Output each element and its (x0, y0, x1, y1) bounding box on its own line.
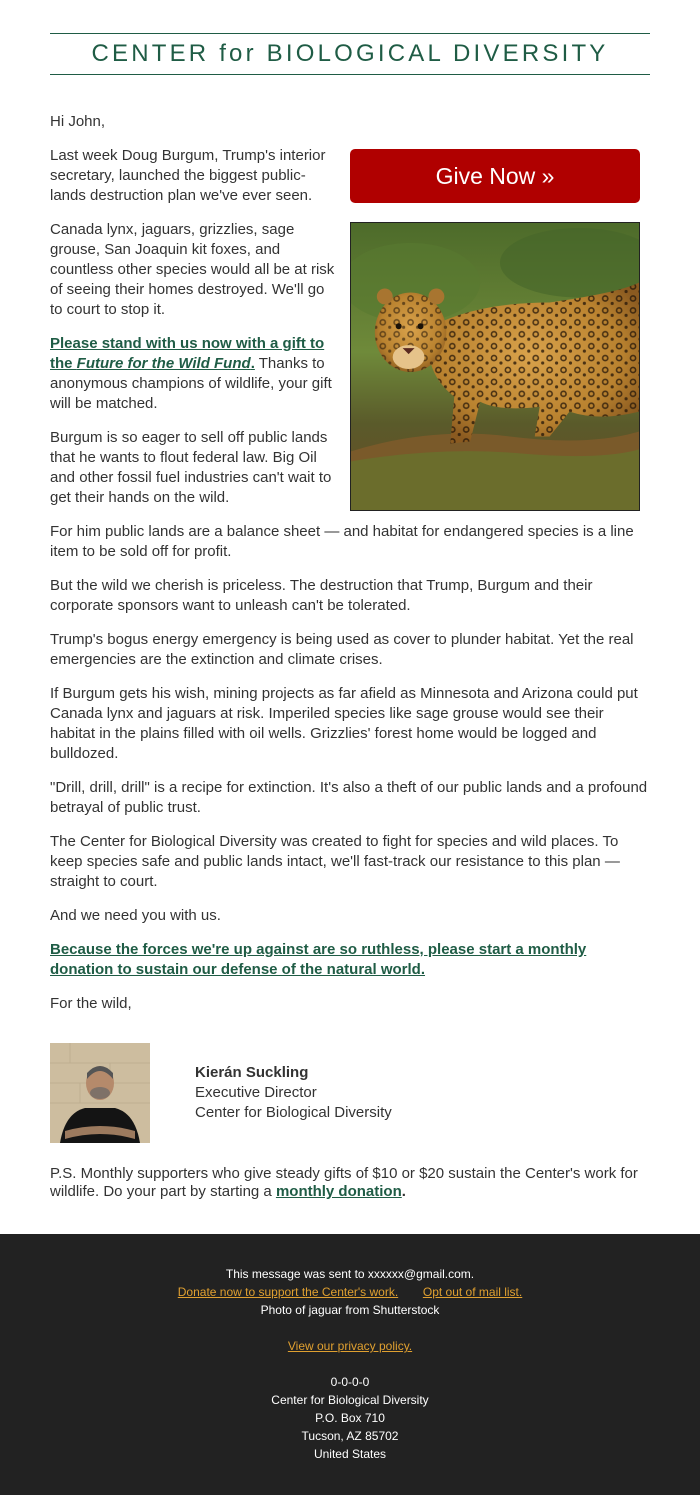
footer-po-box: P.O. Box 710 (315, 1411, 385, 1425)
paragraph-11: And we need you with us. (50, 907, 221, 924)
paragraph-9: "Drill, drill, drill" is a recipe for extinction. It's also a theft of our public lands and a profound betrayal of public trust. (50, 779, 648, 816)
greeting: Hi John, (50, 113, 106, 130)
ps-monthly-donation-link[interactable]: monthly donation (275, 1183, 402, 1200)
paragraph-7: Trump's bogus energy emergency is being used as cover to plunder habitat. Yet the real emergencies are the extinction and climate crises. (50, 631, 634, 668)
signer-org: Center for Biological Diversity (195, 1104, 392, 1121)
fund-link-text-b: . (250, 355, 255, 372)
paragraph-4: Burgum is so eager to sell off public lands that he wants to flout federal law. Big Oil and other fossil fuel industries can't wait to get their hands on the wild. (50, 429, 332, 506)
masthead (50, 33, 650, 75)
paragraph-1: Last week Doug Burgum, Trump's interior secretary, launched the biggest public-lands destruction plan we've ever seen. (50, 147, 326, 204)
postscript (50, 1165, 650, 1201)
jaguar-photo (350, 222, 640, 511)
sidebar-media (350, 149, 640, 511)
paragraph-8: If Burgum gets his wish, mining projects as far afield as Minnesota and Arizona could put Canada lynx and jaguars at risk. Imperiled species like sage grouse would see their habitat in the plains filled with oil wells. Grizzlies' forest home would be logged and bulldozed. (50, 685, 638, 762)
footer-code: 0-0-0-0 (330, 1375, 370, 1389)
footer-country: United States (313, 1447, 387, 1461)
signer-name: Kierán Suckling (195, 1064, 309, 1081)
paragraph-10: The Center for Biological Diversity was created to fight for species and wild places. To keep species safe and public lands intact, we'll fast-track our resistance to this plan — straight to court. (50, 833, 620, 890)
ps-end: . (401, 1183, 406, 1200)
footer-org: Center for Biological Diversity (271, 1393, 429, 1407)
signature-text (195, 1063, 392, 1123)
footer (0, 1234, 700, 1495)
closing-line: For the wild, (50, 995, 132, 1012)
monthly-donation-cta-link[interactable]: Because the forces we're up against are so ruthless, please start a monthly donation to sustain our defense of the natural world. (50, 941, 587, 978)
ps-text: P.S. Monthly supporters who give steady gifts of $10 or $20 sustain the Center's work for wildlife. Do your part by starting a (50, 1165, 638, 1200)
signature-block (50, 1043, 650, 1143)
footer-optout-link[interactable]: Opt out of mail list. (422, 1285, 523, 1299)
paragraph-2: Canada lynx, jaguars, grizzlies, sage grouse, San Joaquin kit foxes, and countless other species would all be at risk of seeing their homes destroyed. We'll go to court to stop it. (50, 221, 335, 318)
fund-link-fund-name: Future for the Wild Fund (76, 355, 251, 372)
paragraph-12 (50, 940, 650, 980)
paragraph-6: But the wild we cherish is priceless. The destruction that Trump, Burgum and their corporate sponsors want to unleash can't be tolerated. (50, 577, 593, 614)
paragraph-3-rest: Thanks to anonymous champions of wildlife, your gift will be matched. (50, 355, 332, 412)
give-now-button[interactable]: Give Now » (350, 149, 640, 203)
signer-title: Executive Director (195, 1084, 317, 1101)
masthead-title: CENTER for BIOLOGICAL DIVERSITY (91, 40, 609, 67)
paragraph-5: For him public lands are a balance sheet — and habitat for endangered species is a line item to be sold off for profit. (50, 523, 634, 560)
footer-photo-credit: Photo of jaguar from Shutterstock (260, 1303, 440, 1317)
letter-body (50, 112, 650, 1028)
footer-links-row (0, 1283, 700, 1301)
footer-privacy-link[interactable]: View our privacy policy. (287, 1339, 413, 1353)
fund-link-text-a: Please stand with us now with a gift to the (50, 335, 325, 372)
footer-sent-to: This message was sent to xxxxxx@gmail.com. (225, 1267, 475, 1281)
author-portrait (50, 1043, 150, 1143)
footer-donate-link[interactable]: Donate now to support the Center's work. (177, 1285, 399, 1299)
footer-city: Tucson, AZ 85702 (301, 1429, 399, 1443)
